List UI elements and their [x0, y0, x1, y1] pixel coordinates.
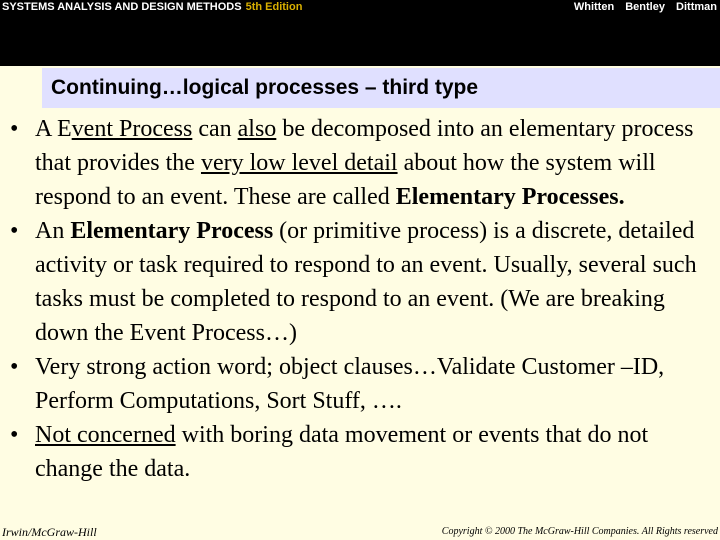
bullet-text-segment: Elementary Process: [70, 218, 274, 244]
bullet-dot-icon: •: [10, 218, 19, 244]
bullet-text-segment: very low level detail: [200, 150, 398, 176]
header-band: [0, 16, 720, 66]
publisher-label: Irwin/McGraw-Hill: [2, 525, 97, 539]
bullet-text-segment: with boring data movement or events that do not change the data.: [35, 422, 649, 482]
bullet-text-segment: Elementary Processes.: [395, 184, 625, 210]
bullet-text-segment: be decomposed into an elementary process that provides the: [35, 116, 694, 176]
bullet-text-segment: can: [192, 116, 238, 142]
authors: [566, 1, 717, 13]
author-name: Bentley: [625, 1, 665, 13]
book-title: SYSTEMS ANALYSIS AND DESIGN METHODS: [2, 1, 242, 13]
bullet-list: [0, 112, 720, 486]
author-name: Whitten: [573, 1, 615, 13]
bullet-item: [0, 214, 720, 350]
bullet-text-segment: Not concerned: [35, 422, 176, 448]
bullet-dot-icon: •: [10, 354, 19, 380]
author-name: Dittman: [676, 1, 717, 13]
bullet-text-segment: about how the system will respond to an event. These are called: [35, 150, 656, 210]
bullet-text-segment: Very strong action word; object clauses…Validate Customer –ID, Perform Computations, Sort Stuff, ….: [35, 354, 665, 414]
bullet-item: [0, 418, 720, 486]
bullet-text-segment: An: [35, 218, 71, 244]
bullet-item: [0, 112, 720, 214]
header-bar: [0, 0, 720, 16]
bullet-text-segment: (or primitive process) is a discrete, detailed activity or task required to respond to an event. Usually, several such tasks must be completed to respond to an event. (We are breaking down the Event Process…): [35, 218, 697, 346]
book-title-group: [2, 1, 302, 13]
edition-label: 5th Edition: [245, 1, 303, 13]
bullet-text-segment: also: [237, 116, 277, 142]
bullet-text-segment: A E: [35, 116, 72, 142]
bullet-dot-icon: •: [10, 422, 19, 448]
bullet-item: [0, 350, 720, 418]
slide-title-box: [42, 68, 720, 108]
bullet-dot-icon: •: [10, 116, 19, 142]
slide-title: Continuing…logical processes – third type: [51, 76, 479, 99]
bullet-text-segment: vent Process: [71, 116, 193, 142]
copyright-notice: Copyright © 2000 The McGraw-Hill Companies. All Rights reserved: [441, 526, 718, 537]
